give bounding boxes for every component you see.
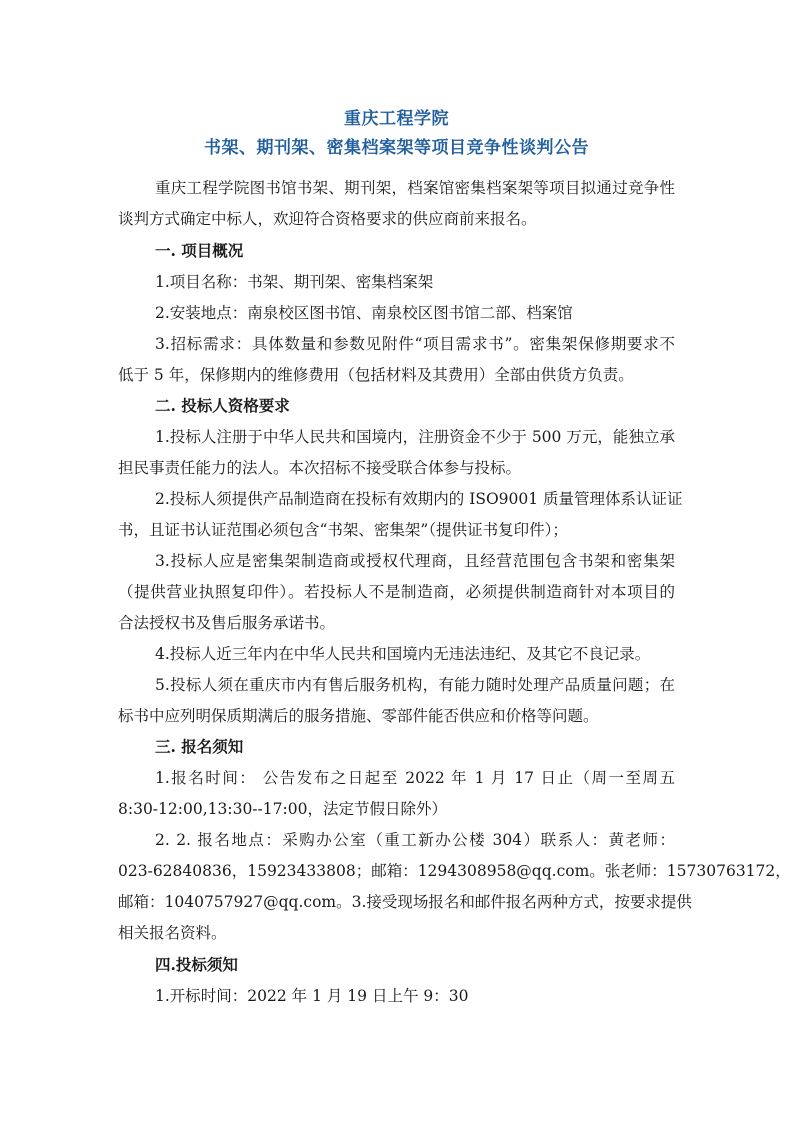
qualification-item-5-line-1: 5.投标人须在重庆市内有售后服务机构，有能力随时处理产品质量问题；在 — [155, 676, 675, 694]
qualification-item-4: 4.投标人近三年内在中华人民共和国境内无违法违纪、及其它不良记录。 — [155, 645, 651, 663]
section-heading-overview: 一. 项目概况 — [155, 241, 244, 260]
intro-paragraph-line-1: 重庆工程学院图书馆书架、期刊架，档案馆密集档案架等项目拟通过竞争性 — [155, 179, 675, 197]
overview-item-requirements-line-2: 低于 5 年，保修期内的维修费用（包括材料及其费用）全部由供货方负责。 — [118, 366, 634, 384]
qualification-item-3-line-1: 3.投标人应是密集架制造商或授权代理商，且经营范围包含书架和密集架 — [155, 552, 675, 570]
qualification-item-2-line-2: 书，且证书认证范围必须包含“书架、密集架”（提供证书复印件）； — [118, 521, 568, 539]
qualification-item-1-line-2: 担民事责任能力的法人。本次招标不接受联合体参与投标。 — [118, 459, 522, 477]
overview-item-requirements-line-1: 3.招标需求：具体数量和参数见附件“项目需求书”。密集架保修期要求不 — [155, 335, 675, 353]
registration-time-line-1: 1.报名时间： 公告发布之日起至 2022 年 1 月 17 日止（周一至周五 — [155, 769, 675, 787]
document-title-school: 重庆工程学院 — [344, 109, 449, 129]
intro-paragraph-line-2: 谈判方式确定中标人，欢迎符合资格要求的供应商前来报名。 — [118, 210, 537, 228]
registration-email-line: 邮箱：1040757927@qq.com。3.接受现场报名和邮件报名两种方式，按要求提供 — [118, 893, 692, 911]
document-title-announcement: 书架、期刊架、密集档案架等项目竞争性谈判公告 — [204, 138, 589, 158]
overview-item-project-name: 1.项目名称：书架、期刊架、密集档案架 — [155, 273, 434, 291]
qualification-item-5-line-2: 标书中应列明保质期满后的服务措施、零部件能否供应和价格等问题。 — [118, 707, 599, 725]
registration-contact-line: 023-62840836，15923433808；邮箱：1294308958@qq.com。张老师：15730763172， — [118, 862, 791, 880]
qualification-item-3-line-3: 合法授权书及售后服务承诺书。 — [118, 614, 336, 632]
section-heading-qualification: 二. 投标人资格要求 — [155, 396, 290, 415]
registration-materials-line: 相关报名资料。 — [118, 924, 227, 942]
registration-time-line-2: 8:30-12:00,13:30--17:00，法定节假日除外） — [118, 800, 447, 818]
section-heading-registration: 三. 报名须知 — [155, 737, 244, 756]
bidding-opening-time: 1.开标时间：2022 年 1 月 19 日上午 9：30 — [155, 987, 469, 1005]
qualification-item-1-line-1: 1.投标人注册于中华人民共和国境内，注册资金不少于 500 万元，能独立承 — [155, 428, 675, 446]
section-heading-bidding: 四.投标须知 — [155, 955, 238, 974]
registration-location-line-1: 2. 2. 报名地点：采购办公室（重工新办公楼 304）联系人：黄老师： — [155, 831, 675, 849]
qualification-item-3-line-2: （提供营业执照复印件）。若投标人不是制造商，必须提供制造商针对本项目的 — [118, 583, 675, 601]
qualification-item-2-line-1: 2.投标人须提供产品制造商在投标有效期内的 ISO9001 质量管理体系认证证 — [155, 490, 683, 508]
overview-item-install-location: 2.安装地点：南泉校区图书馆、南泉校区图书馆二部、档案馆 — [155, 304, 573, 322]
